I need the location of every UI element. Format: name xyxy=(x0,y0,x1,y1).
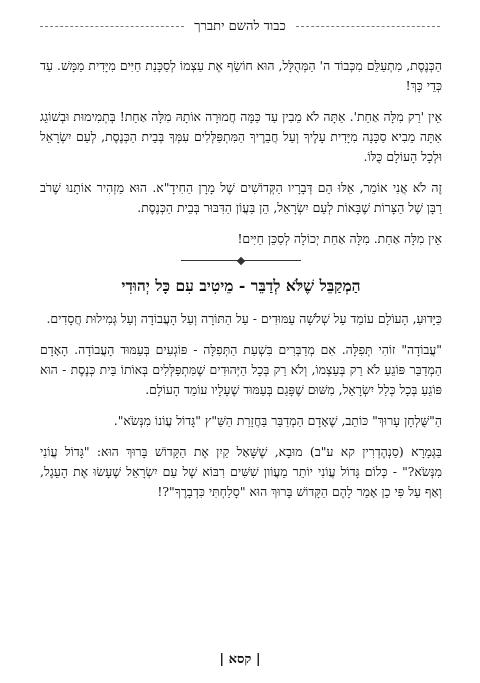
paragraph: אֵין 'רַק מִלָּה אַחַת'. אַתָּה לֹא מֵבִין עַד כַּמָּה חֲמוּרָה אוֹתָהּ מִלָּה אַחַת! בְּתְמִימוּת וּבְשׁוֹגֵג אַתָּה מֵבִיא סַכָּנָה מִיָּדִית עָלֶיךָ וְעַל חֲבֵרֶיךָ הַמִּתְפַּלְּלִים עִמְּךָ בְּבֵית הַכְּנֶסֶת, לְעַם יִשְׂרָאֵל וּלְכָל הָעוֹלָם כֻּלּוֹ. xyxy=(40,109,442,164)
paragraph: "עֲבוֹדָה" זוֹהִי תְּפִלָּה. אִם מְדַבְּרִים בִּשְׁעַת הַתְּפִלָּה - פּוֹגְעִים בְּעַמּוּד הָעֲבוֹדָה. הָאָדָם הַמְדַבֵּר פּוֹגֵעַ לֹא רַק בְּעַצְמוֹ, וְלֹא רַק בְּכָל הַיְּהוּדִים שֶׁמִּתְפַּלְּלִים בְּאוֹתוֹ בֵּית כְּנֶסֶת - הוּא פּוֹגֵעַ בְּכָל כְּלַל יִשְׂרָאֵל, מִשּׁוּם שֶׁפָּגַם בְּעַמּוּד שֶׁעָלָיו עוֹמֵד הָעוֹלָם. xyxy=(40,342,442,397)
header-title: כבוד להשם יתברך xyxy=(194,19,286,34)
header-rule-left xyxy=(40,26,184,27)
header-rule-right xyxy=(296,26,440,27)
paragraph: הַכְּנֶסֶת, מִתְעַלֵּם מִכְּבוֹד ה' הַמְּהֻלָּל, הוּא חוֹשֵׂף אֶת עַצְמוֹ לְסַכָּנַת חַיִּים מִיָּדִית מַמָּשׁ. עַד כְּדֵי כָּךְ! xyxy=(40,58,442,93)
section-divider xyxy=(181,260,301,261)
page-body xyxy=(40,56,442,513)
section-title: הַמְקַבֵּל שֶׁלֹּא לְדַבֵּר - מֵיטִיב עִם כָּל יְהוּדִי xyxy=(121,276,361,295)
paragraph: בַּגְּמָרָא (סַנְהֶדְרִין קא ע"ב) מוּבָא, שֶׁשָּׁאַל קַיִן אֶת הַקָּדוֹשׁ בָּרוּךְ הוּא: "גָּדוֹל עֲוֹנִי מִנְּשֹׂא?" - כְּלוֹם גָּדוֹל עֲוֹנִי יוֹתֵר מֵעֲוֹון שִׁשִּׁים רִבּוֹא שֶׁל עַם יִשְׂרָאֵל שֶׁעָשׂוּ אֶת הָעֵגֶל, וְאַף עַל פִּי כֵן אָמַר לָהֶם הַקָּדוֹשׁ בָּרוּךְ הוּא "סָלַחְתִּי כִּדְבָרֶךָ"?! xyxy=(40,444,442,499)
paragraph: אֵין מִלָּה אַחַת. מִלָּה אַחַת יְכוֹלָה לְסַכֵּן חַיִּים! xyxy=(237,231,442,246)
paragraph: הַ"שֻּׁלְחָן עָרוּךְ" כּוֹתֵב, שֶׁאָדָם הַמְדַבֵּר בַּחֲזָרַת הַשַּׁ"ץ "גָּדוֹל עֲוֹנוֹ מִנְּשֹׂא". xyxy=(113,413,442,428)
paragraph: זֶה לֹא אֲנִי אוֹמֵר, אֵלּוּ הֵם דְּבָרָיו הַקְּדוֹשִׁים שֶׁל מָרָן הַחִידָ"א. הוּא מַזְהִיר אוֹתָנוּ שֶׁרֹב רַבָּן שֶׁל הַצָּרוֹת שֶׁבָּאוֹת לְעַם יִשְׂרָאֵל, הֵן בַּעֲוֹן הַדִּבּוּר בְּבֵית הַכְּנֶסֶת. xyxy=(40,180,442,215)
running-header xyxy=(40,18,440,34)
page-number: | קסא | xyxy=(219,652,261,667)
paragraph: כַּיָּדוּעַ, הָעוֹלָם עוֹמֵד עַל שְׁלֹשָׁה עַמּוּדִים - עַל הַתּוֹרָה וְעַל הָעֲבוֹדָה וְעַל גְּמִילוּת חֲסָדִים. xyxy=(46,311,442,326)
